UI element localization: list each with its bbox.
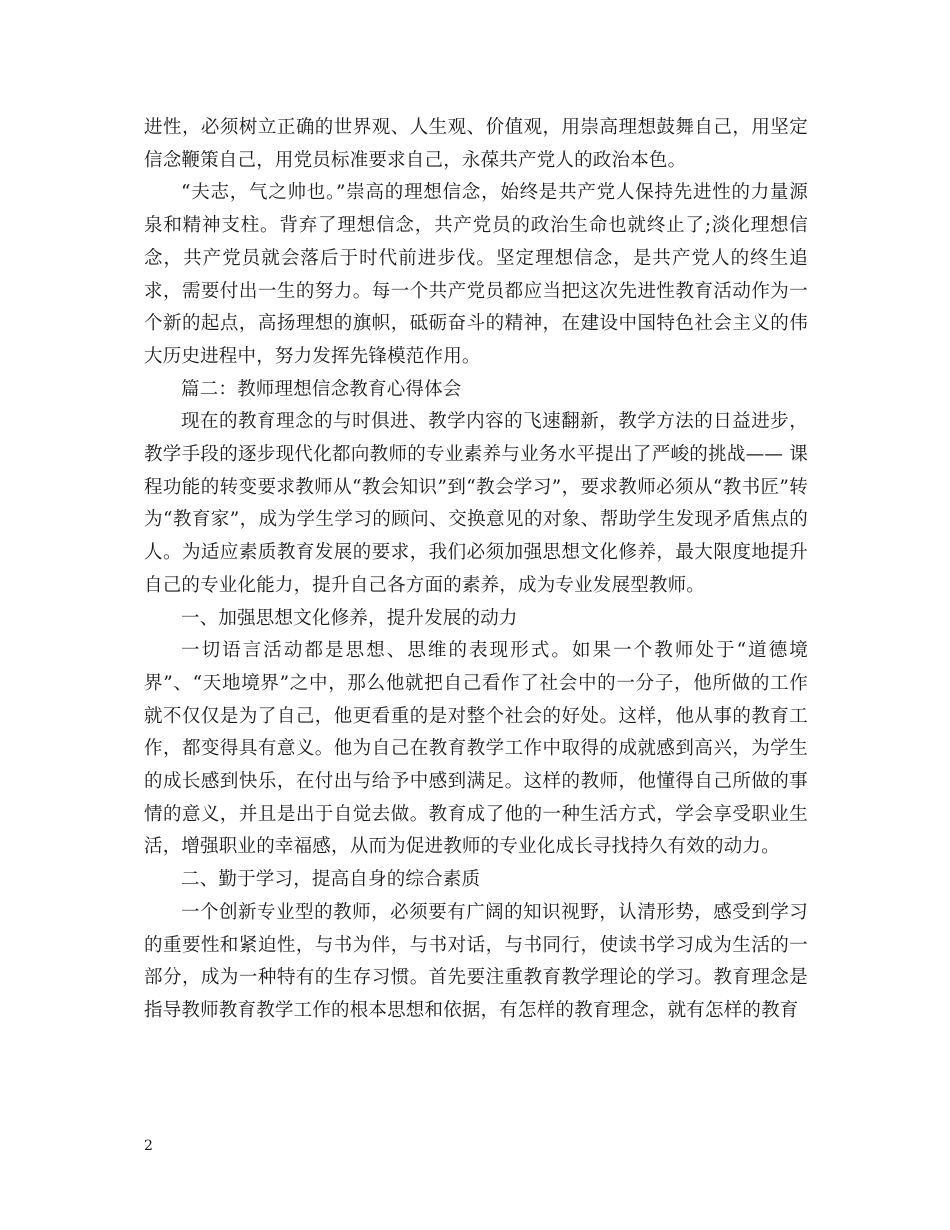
paragraph-thought-culture: 一切语言活动都是思想、思维的表现形式。如果一个教师处于“道德境界”、“天地境界”之中，那么他就把自己看作了社会中的一分子，他所做的工作就不仅仅是为了自己，他更看重的是对整个社会的好处。这样，他从事的教育工作，都变得具有意义。他为自己在教育教学工作中取得的成就感到高兴，为学生的成长感到快乐，在付出与给予中感到满足。这样的教师，他懂得自己所做的事情的意义，并且是出于自觉去做。教育成了他的一种生活方式，学会享受职业生活，增强职业的幸福感，从而为促进教师的专业化成长寻找持久有效的动力。: [144, 640, 808, 858]
subheading-one: 一、加强思想文化修养，提升发展的动力: [181, 607, 518, 629]
section-heading-part-two: 篇二：教师理想信念教育心得体会: [181, 378, 462, 400]
paragraph-education-concepts: 现在的教育理念的与时俱进、教学内容的飞速翻新，教学方法的日益进步，教学手段的逐步现代化都向教师的专业素养与业务水平提出了严峻的挑战—— 课程功能的转变要求教师从“教会知识”到“教会学习”，要求教师必须从“教书匠”转为“教育家”，成为学生学习的顾问、交换意见的对象、帮助学生发现矛盾焦点的人。为适应素质教育发展的要求，我们必须加强思想文化修养，最大限度地提升自己的专业化能力，提升自己各方面的素养，成为专业发展型教师。: [144, 411, 808, 596]
document-page: [144, 112, 808, 1028]
subheading-two: 二、勤于学习，提高自身的综合素质: [181, 869, 481, 891]
paragraph-ideal-belief: “夫志，气之帅也。”崇高的理想信念，始终是共产党人保持先进性的力量源泉和精神支柱。背弃了理想信念，共产党员的政治生命也就终止了;淡化理想信念，共产党员就会落后于时代前进步伐。坚定理想信念，是共产党人的终生追求，需要付出一生的努力。每一个共产党员都应当把这次先进性教育活动作为一个新的起点，高扬理想的旗帜，砥砺奋斗的精神，在建设中国特色社会主义的伟大历史进程中，努力发挥先锋模范作用。: [144, 182, 808, 367]
paragraph-continuation: 进性，必须树立正确的世界观、人生观、价值观，用崇高理想鼓舞自己，用坚定信念鞭策自己，用党员标准要求自己，永葆共产党人的政治本色。: [144, 117, 808, 171]
paragraph-study-habits: 一个创新专业型的教师，必须要有广阔的知识视野，认清形势，感受到学习的重要性和紧迫性，与书为伴，与书对话，与书同行，使读书学习成为生活的一部分，成为一种特有的生存习惯。首先要注重教育教学理论的学习。教育理念是指导教师教育教学工作的根本思想和依据，有怎样的教育理念，就有怎样的教育: [144, 901, 808, 1021]
page-number: 2: [144, 1138, 153, 1154]
